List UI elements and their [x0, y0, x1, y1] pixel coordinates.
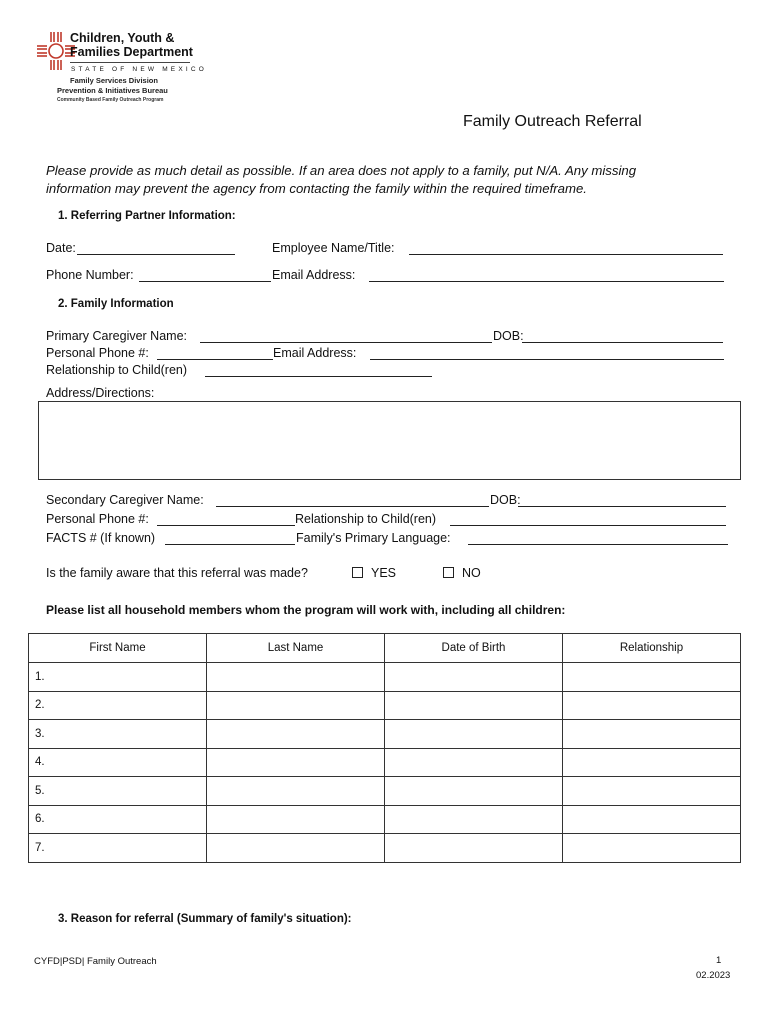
row-number[interactable]: 7. — [29, 834, 207, 863]
email-label: Email Address: — [272, 268, 356, 282]
section-1-heading: 1. Referring Partner Information: — [58, 210, 236, 222]
intro-line-1: Please provide as much detail as possible. If an area does not apply to a family, put N/A. Any missing — [46, 163, 637, 178]
col-first-name: First Name — [29, 634, 207, 663]
cell[interactable] — [563, 834, 741, 863]
intro-line-2: information may prevent the agency from contacting the family within the required timeframe. — [46, 181, 587, 196]
cell[interactable] — [385, 691, 563, 720]
date-label: Date: — [46, 241, 76, 255]
phone-field[interactable] — [139, 281, 271, 282]
row-number[interactable]: 4. — [29, 748, 207, 777]
personal-phone-field[interactable] — [157, 359, 273, 360]
table-row — [29, 834, 741, 863]
cell[interactable] — [207, 777, 385, 806]
no-checkbox[interactable] — [443, 567, 454, 578]
aware-no-option[interactable] — [443, 566, 481, 580]
phone-label: Phone Number: — [46, 268, 134, 282]
employee-field[interactable] — [409, 254, 723, 255]
table-row — [29, 720, 741, 749]
row-number[interactable]: 3. — [29, 720, 207, 749]
cell[interactable] — [207, 663, 385, 692]
yes-label: YES — [371, 566, 397, 580]
section-2-heading: 2. Family Information — [58, 298, 174, 310]
cell[interactable] — [385, 663, 563, 692]
state-label: STATE OF NEW MEXICO — [71, 66, 208, 73]
family-email-label: Email Address: — [273, 346, 357, 360]
relationship-label: Relationship to Child(ren) — [46, 363, 188, 377]
page-title: Family Outreach Referral — [463, 113, 642, 130]
dob-label: DOB: — [493, 329, 524, 343]
col-last-name: Last Name — [207, 634, 385, 663]
cell[interactable] — [207, 805, 385, 834]
col-relationship: Relationship — [563, 634, 741, 663]
cell[interactable] — [385, 777, 563, 806]
row-number[interactable]: 1. — [29, 663, 207, 692]
relationship-field[interactable] — [205, 376, 432, 377]
row-number[interactable]: 2. — [29, 691, 207, 720]
address-label: Address/Directions: — [46, 386, 155, 400]
logo-divider — [70, 62, 190, 63]
primary-caregiver-field[interactable] — [200, 342, 492, 343]
dob2-field[interactable] — [518, 506, 726, 507]
cell[interactable] — [207, 691, 385, 720]
cell[interactable] — [563, 748, 741, 777]
cell[interactable] — [207, 748, 385, 777]
dept-name-line1: Children, Youth & — [70, 31, 175, 45]
col-dob: Date of Birth — [385, 634, 563, 663]
household-table — [28, 633, 741, 863]
primary-caregiver-label: Primary Caregiver Name: — [46, 329, 188, 343]
table-row — [29, 805, 741, 834]
household-heading: Please list all household members whom the program will work with, including all children: — [46, 603, 566, 617]
cell[interactable] — [385, 805, 563, 834]
section-3-heading: 3. Reason for referral (Summary of family's situation): — [58, 913, 352, 925]
row-number[interactable]: 6. — [29, 805, 207, 834]
table-row — [29, 663, 741, 692]
cell[interactable] — [563, 777, 741, 806]
yes-checkbox[interactable] — [352, 567, 363, 578]
table-row — [29, 691, 741, 720]
secondary-caregiver-label: Secondary Caregiver Name: — [46, 493, 204, 507]
employee-label: Employee Name/Title: — [272, 241, 395, 255]
table-row — [29, 748, 741, 777]
dept-name-line2: Families Department — [70, 45, 193, 59]
dob-field[interactable] — [522, 342, 723, 343]
facts-label: FACTS # (If known) — [46, 531, 156, 545]
footer-left: CYFD|PSD| Family Outreach — [34, 956, 157, 967]
program-label: Community Based Family Outreach Program — [57, 97, 164, 103]
cell[interactable] — [563, 691, 741, 720]
aware-question: Is the family aware that this referral was made? — [46, 566, 308, 580]
cell[interactable] — [563, 805, 741, 834]
cell[interactable] — [385, 834, 563, 863]
family-email-field[interactable] — [370, 359, 724, 360]
table-header-row — [29, 634, 741, 663]
language-field[interactable] — [468, 544, 728, 545]
cell[interactable] — [563, 720, 741, 749]
cell[interactable] — [385, 720, 563, 749]
personal-phone2-field[interactable] — [157, 525, 295, 526]
relationship2-label: Relationship to Child(ren) — [295, 512, 437, 526]
aware-yes-option[interactable] — [352, 566, 396, 580]
secondary-caregiver-field[interactable] — [216, 506, 489, 507]
relationship2-field[interactable] — [450, 525, 726, 526]
email-field[interactable] — [369, 281, 724, 282]
row-number[interactable]: 5. — [29, 777, 207, 806]
cell[interactable] — [207, 834, 385, 863]
address-textbox[interactable] — [38, 401, 741, 480]
no-label: NO — [462, 566, 481, 580]
personal-phone2-label: Personal Phone #: — [46, 512, 149, 526]
cell[interactable] — [385, 748, 563, 777]
facts-field[interactable] — [165, 544, 295, 545]
date-field[interactable] — [77, 254, 235, 255]
footer-date: 02.2023 — [696, 970, 731, 981]
personal-phone-label: Personal Phone #: — [46, 346, 149, 360]
dob2-label: DOB: — [490, 493, 521, 507]
cell[interactable] — [207, 720, 385, 749]
division-label: Family Services Division — [70, 76, 158, 85]
bureau-label: Prevention & Initiatives Bureau — [57, 86, 168, 95]
footer-page: 1 — [716, 955, 722, 966]
table-row — [29, 777, 741, 806]
language-label: Family's Primary Language: — [296, 531, 451, 545]
cell[interactable] — [563, 663, 741, 692]
